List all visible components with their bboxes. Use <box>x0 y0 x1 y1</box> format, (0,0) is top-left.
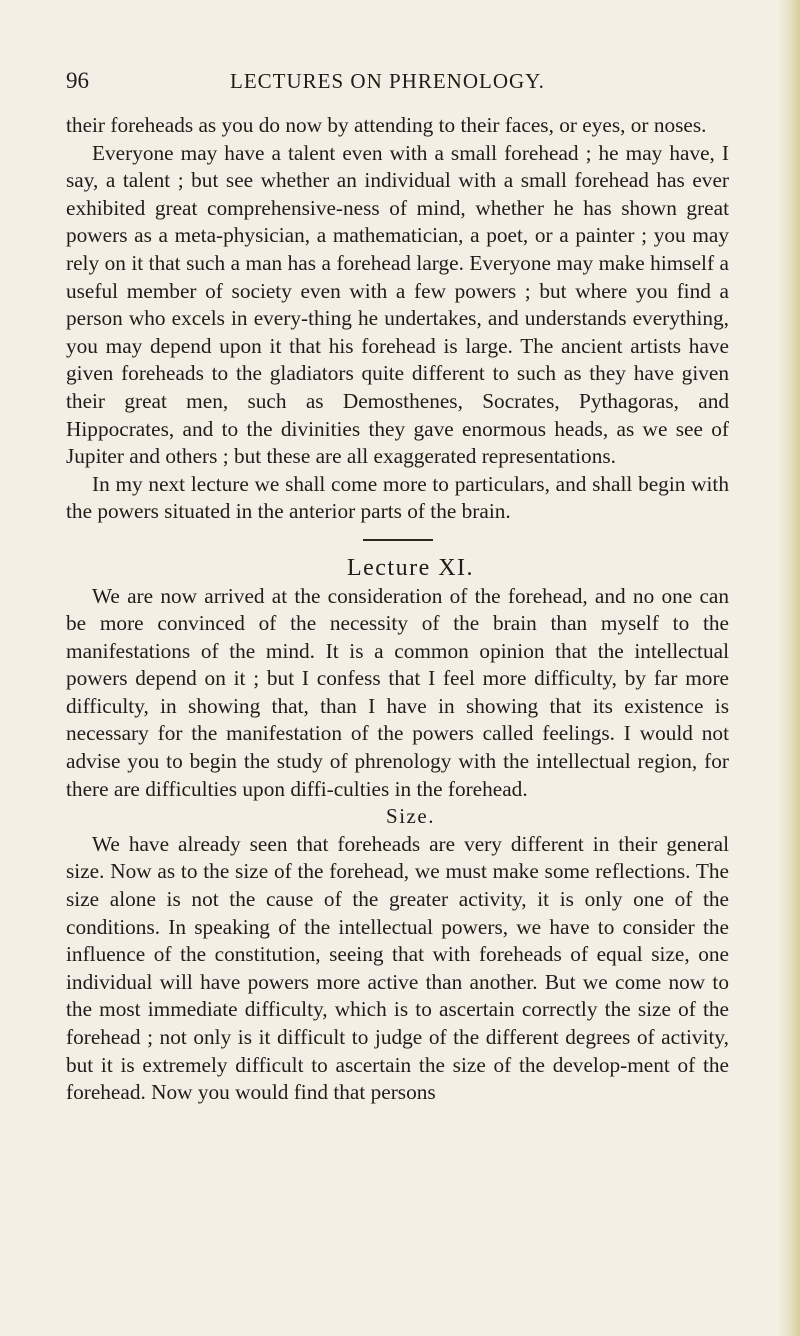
section-heading: Size. <box>386 804 435 829</box>
paragraph: We are now arrived at the consideration of the forehead, and no one can be more convinced of the necessity of the brain than myself to the manifestations of the mind. It is a common opinion that the intellectual powers depend on it ; but I confess that I feel more difficulty, by far more difficulty, in showing that, than I have in showing that its existence is necessary for the manifestation of the powers called feelings. I would not advise you to begin the study of phrenology with the intellectual region, for there are difficulties upon diffi-culties in the forehead. <box>66 583 729 801</box>
page-body <box>66 112 729 1107</box>
paragraph: their foreheads as you do now by attending to their faces, or eyes, or noses. <box>66 113 707 137</box>
paragraph: Everyone may have a talent even with a small forehead ; he may have, I say, a talent ; but see whether an individual with a small forehead has ever exhibited great comprehensive-ness of mind, whether he has shown great powers as a meta-physician, a mathematician, a poet, or a painter ; you may rely on it that such a man has a forehead large. Everyone may make himself a useful member of society even with a few powers ; but where you find a person who excels in every-thing he undertakes, and understands everything, you may depend upon it that his forehead is large. The ancient artists have given foreheads to the gladiators quite different to such as they have given their great men, such as Demosthenes, Socrates, Pythagoras, and Hippocrates, and to the divinities they gave enormous heads, as we see of Jupiter and others ; but these are all exaggerated representations. <box>66 140 729 469</box>
running-title: LECTURES ON PHRENOLOGY. <box>230 69 545 93</box>
paragraph: In my next lecture we shall come more to particulars, and shall begin with the powers situated in the anterior parts of the brain. <box>66 471 729 524</box>
page-header <box>66 68 726 98</box>
page-number: 96 <box>66 68 89 93</box>
page-edge-discoloration <box>778 0 800 1336</box>
section-divider-rule <box>363 539 433 541</box>
paragraph: We have already seen that foreheads are very different in their general size. Now as to the size of the forehead, we must make some reflections. The size alone is not the cause of the greater activity, it is only one of the conditions. In speaking of the intellectual powers, we have to consider the influence of the constitution, seeing that with foreheads of equal size, one individual will have powers more active than another. But we come now to the most immediate difficulty, which is to ascertain correctly the size of the forehead ; not only is it difficult to judge of the different degrees of activity, but it is extremely difficult to ascertain the size of the develop-ment of the forehead. Now you would find that persons <box>66 831 729 1105</box>
lecture-heading: Lecture XI. <box>346 554 475 581</box>
